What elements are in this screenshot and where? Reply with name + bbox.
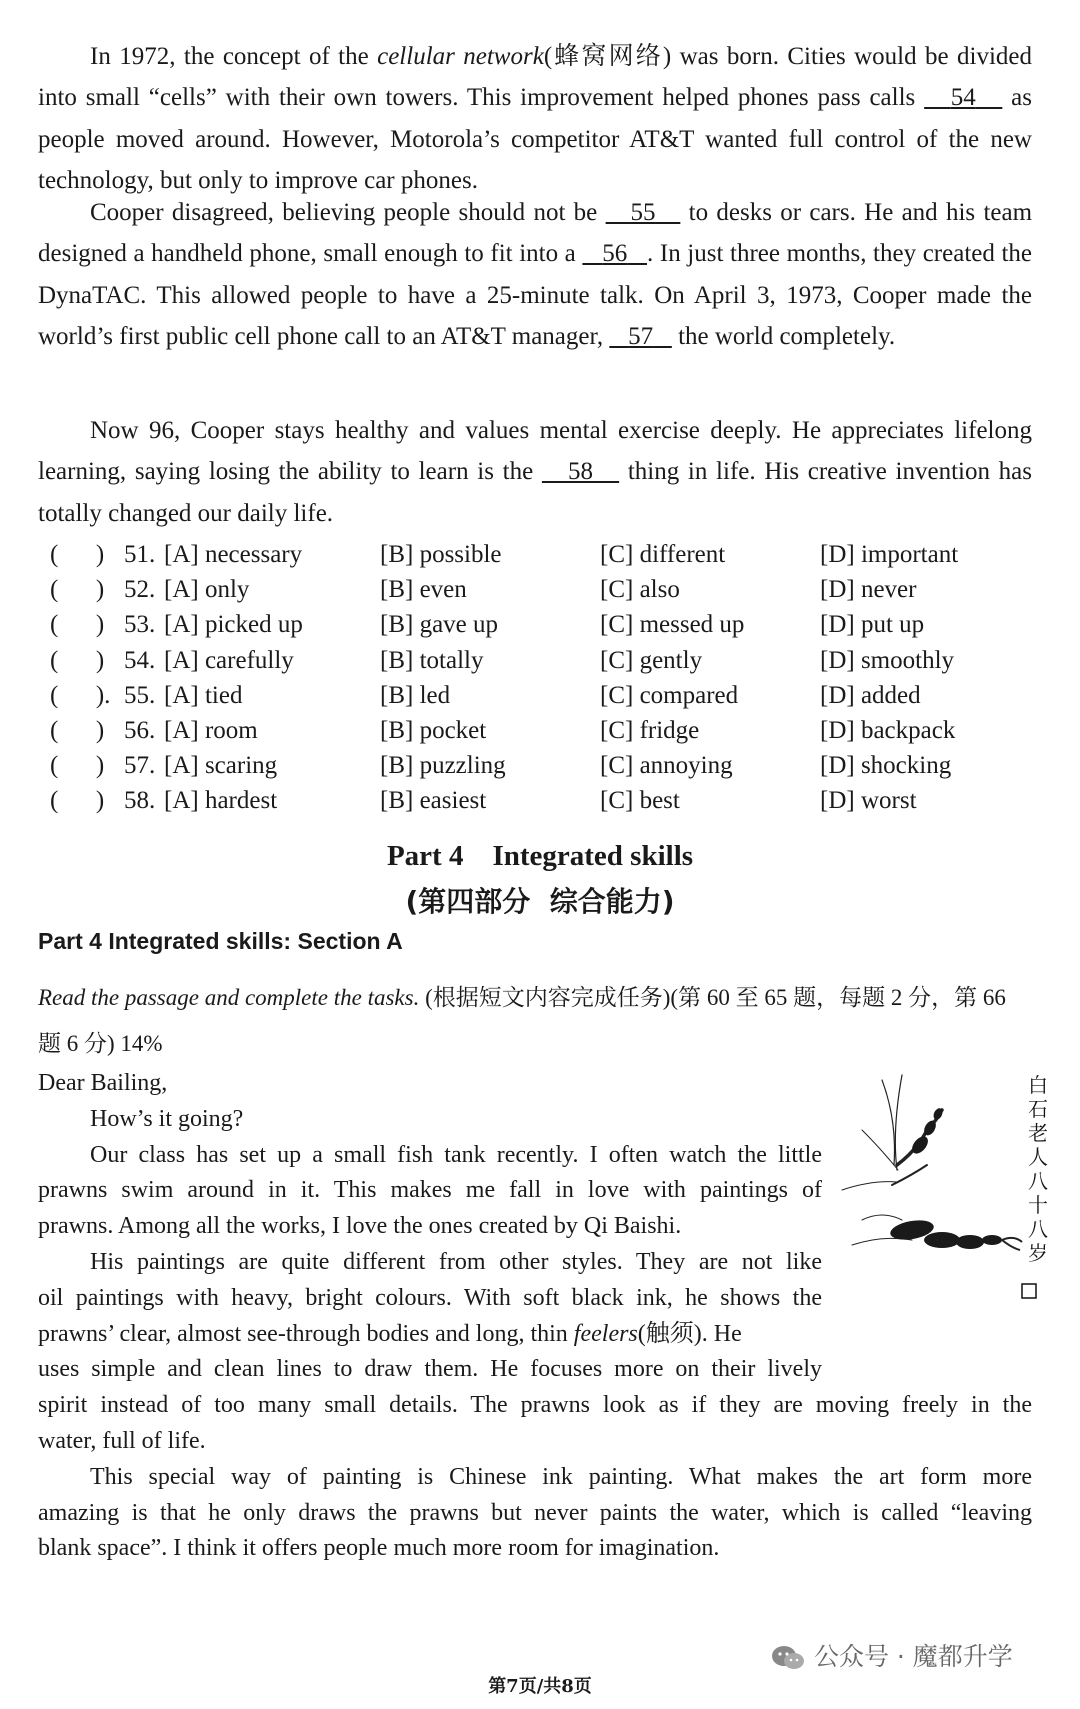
- blank-54: 54: [950, 84, 976, 112]
- option-a: [A] only: [164, 576, 250, 604]
- letter-line: Our class has set up a small fish tank recently. I often watch the little: [90, 1141, 822, 1168]
- question-number: 51.: [124, 541, 156, 568]
- paragraph-2: [38, 192, 1032, 357]
- text: thing in life. His creative invention has totally changed our daily life.: [38, 458, 1033, 527]
- letter-line: prawns. Among all the works, I love the ones created by Qi Baishi.: [38, 1213, 682, 1240]
- wechat-watermark: [770, 1637, 1070, 1677]
- task-instruction: [38, 975, 1032, 1067]
- option-c: [C] annoying: [600, 752, 733, 780]
- term-feelers: feelers: [573, 1320, 638, 1347]
- blank-56: 56: [602, 240, 628, 268]
- option-d: [D] smoothly: [820, 646, 955, 674]
- option-a: [A] carefully: [164, 646, 294, 674]
- option-a: [A] hardest: [164, 787, 278, 815]
- option-b: [B] led: [380, 681, 451, 709]
- option-a: [A] necessary: [164, 541, 303, 568]
- option-b: [B] easiest: [380, 787, 487, 815]
- question-number: 57.: [124, 752, 156, 780]
- option-c: [C] messed up: [600, 611, 745, 639]
- letter-line: This special way of painting is Chinese ink painting. What makes the art form more: [90, 1463, 1032, 1490]
- letter-line: water, full of life.: [38, 1427, 206, 1454]
- letter-line: spirit instead of too many small details. The prawns look as if they are moving freely in the: [38, 1392, 1032, 1419]
- option-b: [B] totally: [380, 646, 484, 674]
- option-d: [D] shocking: [820, 752, 952, 780]
- option-row-51: [44, 537, 1044, 572]
- answer-paren: ( ): [50, 716, 105, 744]
- text: Now 96, Cooper stays healthy and values mental exercise deeply. He appreciates lifelong learning, saying losing the ability to learn is the: [38, 417, 1032, 486]
- term-translation: (蜂窝网络): [543, 43, 672, 70]
- options-table: [44, 537, 1044, 819]
- answer-paren: ( ): [50, 576, 105, 604]
- text: to desks or cars. He and his team designed a handheld phone, small enough to fit into a: [38, 199, 1033, 268]
- letter-line: How’s it going?: [90, 1105, 244, 1132]
- answer-paren: ( ): [50, 752, 105, 780]
- option-a: [A] room: [164, 716, 258, 744]
- paragraph-3: [38, 410, 1032, 534]
- option-b: [B] possible: [380, 541, 502, 568]
- instruction-chinese: (根据短文内容完成任务)(第 60 至 65 题，每题 2 分，第 66 题 6 分) 14%: [38, 985, 1006, 1056]
- question-number: 54.: [124, 646, 156, 674]
- text: Cooper disagreed, believing people should not be: [90, 199, 606, 226]
- letter-line: amazing is that he only draws the prawns but never paints the water, which is called “leaving: [38, 1499, 1032, 1526]
- blank-55: 55: [630, 199, 656, 226]
- seal-stamp: [1022, 1284, 1036, 1298]
- option-b: [B] puzzling: [380, 752, 506, 780]
- question-number: 52.: [124, 576, 156, 604]
- page-number: 第7页/共8页: [488, 1676, 592, 1697]
- answer-paren: ( ): [50, 646, 105, 674]
- section-heading: Part 4 Integrated skills: Section A: [38, 928, 403, 954]
- option-row-57: [44, 748, 1044, 783]
- option-c: [C] different: [600, 541, 726, 568]
- option-c: [C] compared: [600, 681, 739, 709]
- question-number: 58.: [124, 787, 156, 815]
- paragraph-1: [38, 36, 1032, 201]
- option-c: [C] also: [600, 576, 680, 604]
- blank-58: 58: [568, 458, 594, 486]
- option-d: [D] backpack: [820, 716, 956, 744]
- part-subtitle: (第四部分 综合能力): [405, 885, 675, 918]
- letter-greeting: Dear Bailing,: [38, 1070, 168, 1096]
- blank-57: 57: [628, 322, 654, 350]
- option-b: [B] gave up: [380, 611, 499, 639]
- option-d: [D] worst: [820, 787, 917, 815]
- option-a: [A] scaring: [164, 752, 278, 780]
- text: the world completely.: [671, 322, 896, 350]
- letter-line: blank space”. I think it offers people much more room for imagination.: [38, 1535, 720, 1562]
- letter-line: His paintings are quite different from other styles. They are not like: [90, 1248, 822, 1275]
- option-row-55: [44, 678, 1044, 713]
- letter-line: uses simple and clean lines to draw them. He focuses more on their lively: [38, 1356, 822, 1383]
- term-cellular-network: cellular network: [377, 43, 544, 70]
- answer-paren: ( ): [50, 611, 105, 639]
- letter-line: oil paintings with heavy, bright colours. With soft black ink, he shows the: [38, 1284, 822, 1311]
- part-title: Part 4 Integrated skills: [386, 840, 694, 872]
- option-row-52: [44, 572, 1044, 607]
- question-number: 56.: [124, 716, 156, 744]
- option-row-54: [44, 643, 1044, 678]
- option-a: [A] tied: [164, 681, 243, 709]
- text: as people moved around. However, Motorola’s competitor AT&T wanted full control of the new technology, but only to improve car phones.: [38, 84, 1033, 194]
- text: was born. Cities would be divided into small “cells” with their own towers. This improvement helped phones pass calls: [38, 43, 1032, 112]
- inscription: 白 石 老 人 八 十 八 岁: [1028, 1073, 1048, 1265]
- qi-baishi-prawn-painting: [842, 1070, 1048, 1300]
- option-d: [D] added: [820, 681, 921, 709]
- watermark-text: 公众号 · 魔都升学: [813, 1642, 1013, 1671]
- option-b: [B] pocket: [380, 716, 487, 744]
- option-d: [D] important: [820, 541, 959, 568]
- option-d: [D] put up: [820, 611, 925, 639]
- letter-line: prawns’ clear, almost see-through bodies and long, thin feelers(触须). He: [38, 1320, 742, 1347]
- answer-paren: ( ): [50, 541, 105, 568]
- option-d: [D] never: [820, 576, 917, 604]
- option-b: [B] even: [380, 576, 467, 604]
- question-number: 55.: [124, 681, 156, 709]
- option-row-56: [44, 713, 1044, 748]
- text: In 1972, the concept of the: [90, 43, 378, 70]
- answer-paren: ( ).: [50, 681, 111, 709]
- option-row-58: [44, 783, 1044, 818]
- instruction-english: Read the passage and complete the tasks.: [38, 985, 420, 1010]
- answer-paren: ( ): [50, 787, 105, 815]
- option-row-53: [44, 607, 1044, 642]
- wechat-icon: [770, 1644, 806, 1672]
- question-number: 53.: [124, 611, 156, 639]
- option-c: [C] fridge: [600, 716, 700, 744]
- letter-line: prawns swim around in it. This makes me fall in love with paintings of: [38, 1177, 822, 1204]
- option-a: [A] picked up: [164, 611, 303, 639]
- prawn-ink-icon: [842, 1070, 1048, 1300]
- option-c: [C] best: [600, 787, 680, 815]
- text: . In just three months, they created the DynaTAC. This allowed people to have a 25-minute talk. On April 3, 1973, Cooper made the world’s first public cell phone call to an AT&T manager,: [38, 240, 1033, 350]
- option-c: [C] gently: [600, 646, 703, 674]
